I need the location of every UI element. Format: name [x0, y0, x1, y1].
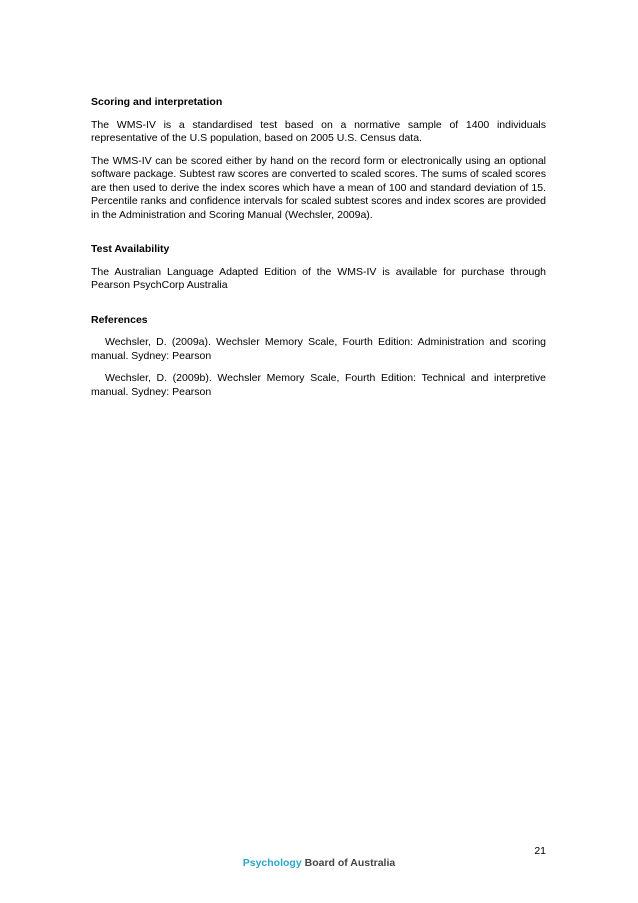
footer-brand: Psychology: [242, 857, 302, 869]
paragraph: The Australian Language Adapted Edition of the WMS-IV is available for purchase through Pearson PsychCorp Australia: [91, 265, 546, 291]
section-references: [91, 314, 546, 400]
section-title-availability: Test Availability: [91, 243, 170, 255]
page-number: 21: [534, 845, 546, 857]
section-title-scoring: Scoring and interpretation: [91, 96, 223, 108]
paragraph: The WMS-IV can be scored either by hand on the record form or electronically using an optional software package. Subtest raw scores are converted to scaled scores. The sums of scaled scores are then used to derive the index scores which have a mean of 100 and standard deviation of 15. Percentile ranks and confidence intervals for scaled subtest scores and index scores are provided in the Administration and Scoring Manual (Wechsler, 2009a).: [91, 154, 546, 221]
section-spacer: [91, 302, 546, 314]
section-availability: [91, 243, 546, 293]
reference-item: Wechsler, D. (2009a). Wechsler Memory Scale, Fourth Edition: Administration and scoring manual. Sydney: Pearson: [91, 336, 546, 362]
page-content: [91, 96, 546, 408]
footer-organisation: Board of Australia: [301, 857, 396, 869]
section-scoring: [91, 96, 546, 222]
reference-item: Wechsler, D. (2009b). Wechsler Memory Scale, Fourth Edition: Technical and interpretive manual. Sydney: Pearson: [91, 372, 546, 398]
paragraph: The WMS-IV is a standardised test based on a normative sample of 1400 individuals representative of the U.S population, based on 2005 U.S. Census data.: [91, 118, 546, 144]
section-title-references: References: [91, 313, 148, 326]
page-footer: [0, 857, 638, 869]
section-spacer: [91, 231, 546, 243]
